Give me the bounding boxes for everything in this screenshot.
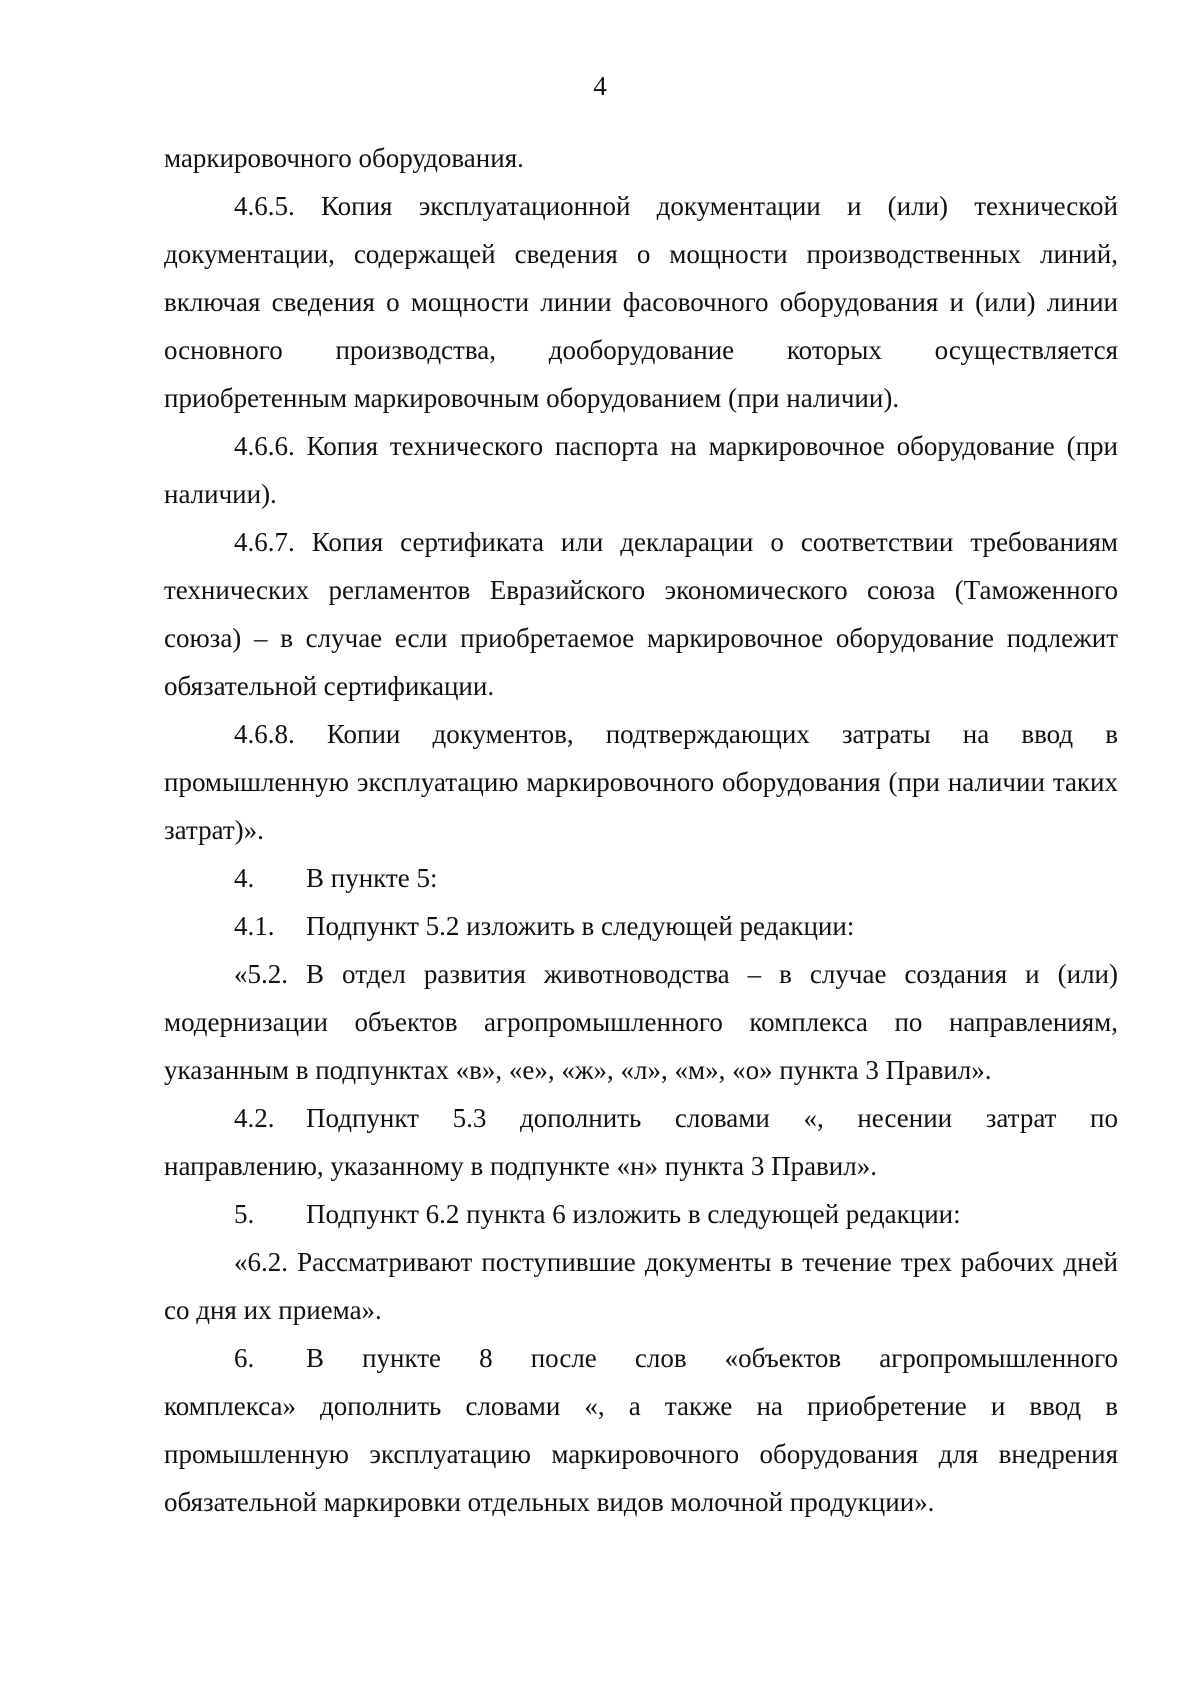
paragraph-5-text: Подпункт 6.2 пункта 6 изложить в следующей редакции: <box>306 1199 961 1229</box>
paragraph-5-number: 5. <box>234 1199 255 1229</box>
paragraph-5-2-quote: «5.2. В отдел развития животноводства – в случае создания и (или) модернизации объектов агропромышленного комплекса по направлениям, указанным в подпунктах «в», «е», «ж», «л», «м», «о» пункта 3 Правил». <box>164 959 1118 1085</box>
paragraph-4-1-text: Подпункт 5.2 изложить в следующей редакции: <box>306 911 855 941</box>
paragraph-4-6-5: 4.6.5. Копия эксплуатационной документации и (или) технической документации, содержащей сведения о мощности производственных линий, включая сведения о мощности линии фасовочного оборудования и (или) линии основного производства, дооборудование которых осуществляется приобретенным маркировочным оборудованием (при наличии). <box>164 191 1118 413</box>
paragraph-6-2-quote: «6.2. Рассматривают поступившие документы в течение трех рабочих дней со дня их приема». <box>164 1247 1118 1325</box>
paragraph-4-1-number: 4.1. <box>234 911 275 941</box>
paragraph-4-2-number: 4.2. <box>234 1103 275 1133</box>
paragraph-4 <box>164 854 1118 902</box>
paragraph-6-number: 6. <box>234 1343 255 1373</box>
paragraph-6-rest: комплекса» дополнить словами «, а также на приобретение и ввод в промышленную эксплуатацию маркировочного оборудования для внедрения обязательной маркировки отдельных видов молочной продукции». <box>164 1391 1118 1517</box>
paragraph-4-2-line2: направлению, указанному в подпункте «н» пункта 3 Правил». <box>164 1151 877 1181</box>
paragraph-4-2 <box>164 1094 1118 1142</box>
document-body <box>164 134 1118 1526</box>
paragraph-4-6-8: 4.6.8. Копии документов, подтверждающих затраты на ввод в промышленную эксплуатацию маркировочного оборудования (при наличии таких затрат)». <box>164 719 1118 845</box>
paragraph-6 <box>164 1334 1118 1382</box>
paragraph-4-6-6: 4.6.6. Копия технического паспорта на маркировочное оборудование (при наличии). <box>164 431 1118 509</box>
paragraph-continuation: маркировочного оборудования. <box>164 143 524 173</box>
paragraph-5 <box>164 1190 1118 1238</box>
paragraph-4-2-line1: Подпункт 5.3 дополнить словами «, несении затрат по <box>306 1103 1118 1133</box>
paragraph-6-line1: В пункте 8 после слов «объектов агропромышленного <box>306 1343 1118 1373</box>
paragraph-4-6-7: 4.6.7. Копия сертификата или декларации о соответствии требованиям технических регламентов Евразийского экономического союза (Таможенного союза) – в случае если приобретаемое маркировочное оборудование подлежит обязательной сертификации. <box>164 527 1118 701</box>
paragraph-4-number: 4. <box>234 863 255 893</box>
paragraph-4-text: В пункте 5: <box>306 863 438 893</box>
paragraph-4-1 <box>164 902 1118 950</box>
page-number: 4 <box>593 71 607 101</box>
